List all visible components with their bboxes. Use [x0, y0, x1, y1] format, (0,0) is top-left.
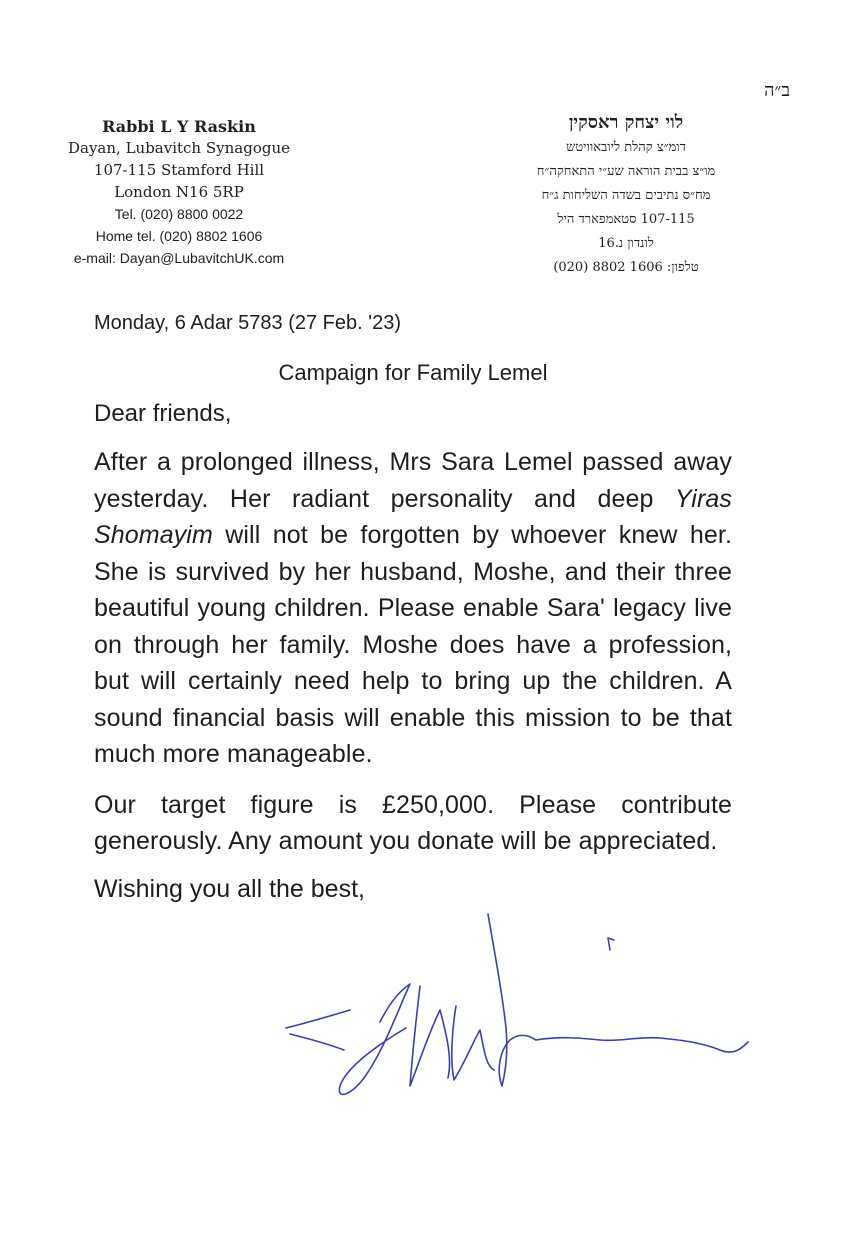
letter-closing: Wishing you all the best,	[94, 874, 365, 903]
sender-title: Dayan, Lubavitch Synagogue	[67, 139, 290, 157]
letter-date: Monday, 6 Adar 5783 (27 Feb. '23)	[94, 312, 401, 334]
paragraph-2: Our target figure is £250,000. Please contribute generously. Any amount you donate will be appreciated.	[94, 790, 732, 855]
paragraph-1-start: After a prolonged illness, Mrs Sara Lemel passed away yesterday. Her radiant personality and deep	[94, 448, 732, 513]
hebrew-line-2: מו״צ בבית הוראה שע״י התאחקה״ח	[536, 164, 716, 179]
home-telephone: Home tel. (020) 8802 1606	[95, 228, 263, 244]
telephone: Tel. (020) 8800 0022	[114, 206, 244, 222]
hebrew-name: לוי יצחק ראסקין	[568, 112, 684, 133]
paragraph-1-italic: Yiras Shomayim	[94, 484, 732, 549]
letter-body	[94, 308, 732, 906]
handwritten-signature	[280, 910, 760, 1110]
hebrew-line-6: טלפון: 1606 8802 (020)	[553, 260, 699, 275]
sender-name: Rabbi L Y Raskin	[102, 117, 256, 136]
paragraph-1-end: will not be forgotten by whoever knew her. She is survived by her husband, Moshe, and their three beautiful young children. Please enable Sara' legacy live on through her family. Moshe does have a profession, but will certainly need help to bring up the children. A sound financial basis will enable this mission to be that much more manageable.	[94, 521, 732, 768]
letter-greeting: Dear friends,	[94, 400, 232, 427]
email: e-mail: Dayan@LubavitchUK.com	[73, 250, 285, 266]
letterhead-hebrew	[466, 110, 786, 280]
letter-subject: Campaign for Family Lemel	[278, 360, 548, 385]
hebrew-line-1: דומ״צ קהלת ליובאוויטש	[566, 140, 686, 155]
bh-mark: ב״ה	[764, 80, 790, 101]
hebrew-line-3: מח״ס נתיבים בשדה השליחות ג״ח	[541, 188, 711, 203]
paragraph-1	[94, 444, 732, 773]
letterhead-english	[34, 116, 324, 269]
hebrew-line-4: 107-115 סטאמפארד היל	[557, 212, 695, 227]
address-line-2: London N16 5RP	[114, 183, 244, 201]
address-line-1: 107-115 Stamford Hill	[93, 161, 265, 179]
hebrew-line-5: לונדון נ.16	[598, 236, 654, 251]
